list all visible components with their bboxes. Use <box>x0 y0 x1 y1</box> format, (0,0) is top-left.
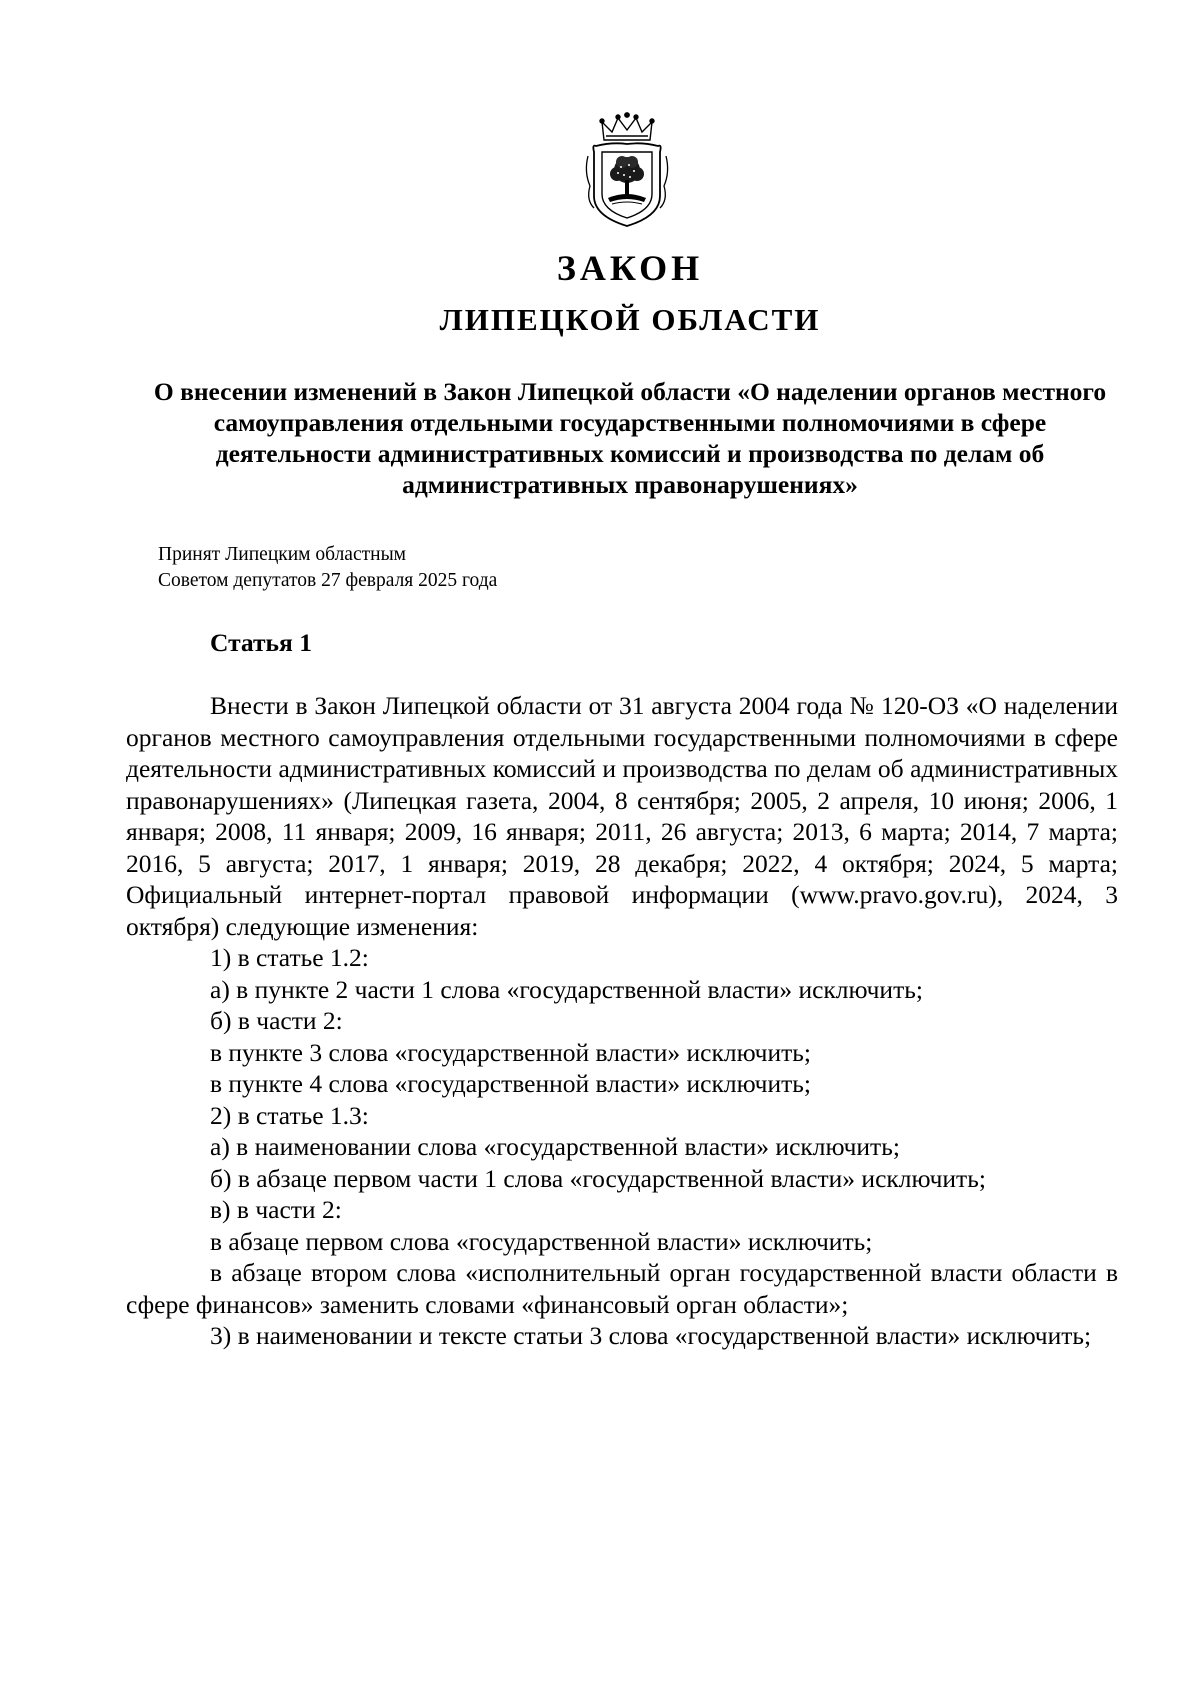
law-region: ЛИПЕЦКОЙ ОБЛАСТИ <box>439 302 821 337</box>
adoption-note <box>158 542 497 594</box>
list-item: в абзаце первом слова «государственной власти» исключить; <box>210 1226 873 1256</box>
list-item: а) в пункте 2 части 1 слова «государственной власти» исключить; <box>210 974 923 1004</box>
list-item: 2) в статье 1.3: <box>210 1100 369 1130</box>
list-item: в пункте 3 слова «государственной власти» исключить; <box>210 1037 811 1067</box>
law-subject: О внесении изменений в Закон Липецкой области «О наделении органов местного самоуправления отдельными государственными полномочиями в сфере деятельности административных комиссий и производства по делам об административных правонарушениях» <box>153 377 1107 499</box>
list-item: б) в части 2: <box>210 1006 343 1035</box>
article-body <box>126 690 1118 1352</box>
coat-of-arms-icon <box>582 112 672 230</box>
list-item: 1) в статье 1.2: <box>210 943 369 972</box>
list-item: а) в наименовании слова «государственной власти» исключить; <box>210 1132 900 1161</box>
adoption-line-1: Принят Липецким областным <box>158 544 407 565</box>
list-item: в) в части 2: <box>210 1195 342 1224</box>
paragraph-third: 3) в наименовании и тексте статьи 3 слова «государственной власти» исключить; <box>210 1321 1092 1350</box>
law-title: ЗАКОН <box>556 248 704 288</box>
list-item: б) в абзаце первом части 1 слова «государственной власти» исключить; <box>210 1163 986 1193</box>
article-heading: Статья 1 <box>210 628 312 657</box>
adoption-line-2: Советом депутатов 27 февраля 2025 года <box>158 570 498 591</box>
article-intro: Внести в Закон Липецкой области от 31 августа 2004 года № 120-ОЗ «О наделении органов местного самоуправления отдельными государственными полномочиями в сфере деятельности административных комиссий и производства по делам об административных правонарушениях» (Липецкая газета, 2004, 8 сентября; 2005, 2 апреля, 10 июня; 2006, 1 января; 2008, 11 января; 2009, 16 января; 2011, 26 августа; 2013, 6 марта; 2014, 7 марта; 2016, 5 августа; 2017, 1 января; 2019, 28 декабря; 2022, 4 октября; 2024, 5 марта; Официальный интернет-портал правовой информации (www.pravo.gov.ru), 2024, 3 октября) следующие изменения: <box>126 691 1118 941</box>
list-item: в пункте 4 слова «государственной власти» исключить; <box>210 1069 811 1098</box>
paragraph-second: в абзаце втором слова «исполнительный орган государственной власти области в сфере финансов» заменить словами «финансовый орган области»; <box>126 1258 1118 1319</box>
